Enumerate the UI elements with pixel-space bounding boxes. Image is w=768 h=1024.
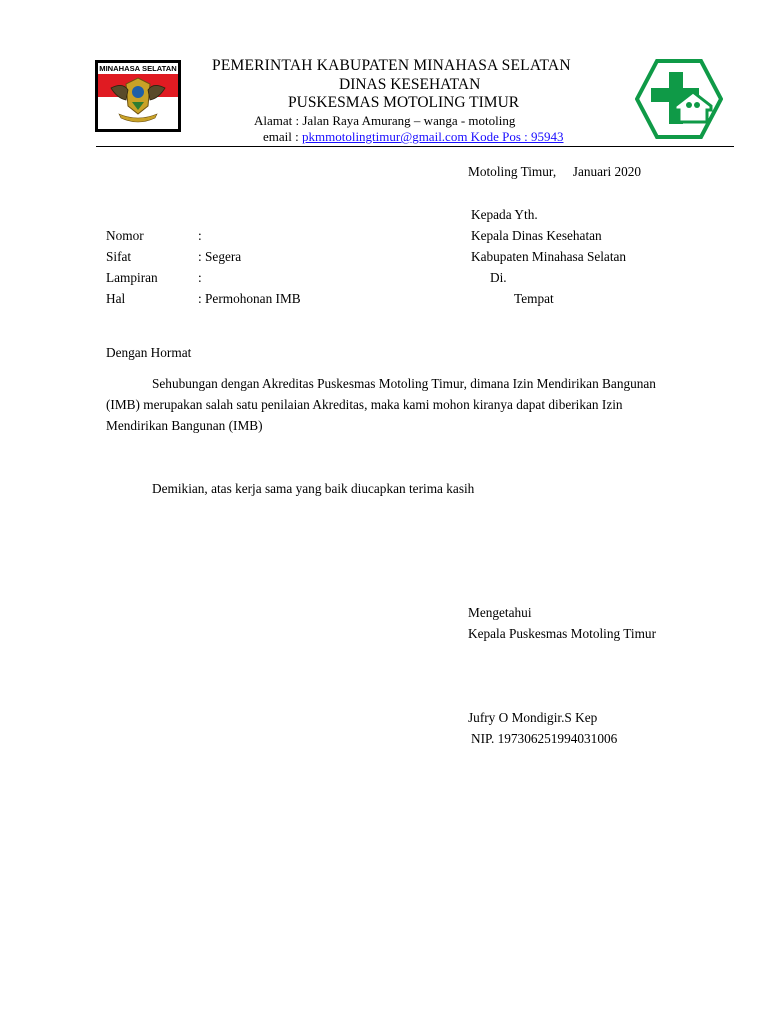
- header-clinic: PUSKESMAS MOTOLING TIMUR: [288, 94, 520, 111]
- email-link[interactable]: pkmmotolingtimur@gmail.com Kode Pos : 95943: [302, 129, 564, 144]
- email-prefix: email :: [263, 129, 302, 144]
- meta-value-hal: : Permohonan IMB: [198, 291, 301, 306]
- recipient-line-1: Kepada Yth.: [471, 207, 538, 222]
- meta-value-sifat: : Segera: [198, 249, 242, 264]
- signature-name: Jufry O Mondigir.S Kep: [468, 710, 598, 725]
- place-date: Motoling Timur, Januari 2020: [468, 164, 642, 179]
- meta-label-nomor: Nomor: [106, 228, 144, 243]
- puskesmas-logo: [635, 58, 723, 140]
- closing-sentence: Demikian, atas kerja sama yang baik diucapkan terima kasih: [152, 481, 475, 496]
- meta-value-lampiran: :: [198, 270, 202, 285]
- header-government: PEMERINTAH KABUPATEN MINAHASA SELATAN: [212, 57, 571, 74]
- meta-label-sifat: Sifat: [106, 249, 132, 264]
- meta-label-lampiran: Lampiran: [106, 270, 158, 285]
- header-department: DINAS KESEHATAN: [339, 76, 481, 93]
- signature-acknowledge: Mengetahui: [468, 605, 532, 620]
- signature-title: Kepala Puskesmas Motoling Timur: [468, 626, 657, 641]
- recipient-line-4: Di.: [490, 270, 507, 285]
- minahasa-selatan-logo: [95, 60, 181, 132]
- meta-label-hal: Hal: [106, 291, 126, 306]
- body-paragraph-line-3: Mendirikan Bangunan (IMB): [106, 418, 263, 433]
- header-address: Alamat : Jalan Raya Amurang – wanga - motoling: [254, 113, 516, 128]
- recipient-line-3: Kabupaten Minahasa Selatan: [471, 249, 627, 264]
- recipient-line-5: Tempat: [514, 291, 554, 306]
- logo-left-label: MINAHASA SELATAN: [99, 64, 177, 73]
- meta-value-nomor: :: [198, 228, 202, 243]
- body-paragraph-line-2: (IMB) merupakan salah satu penilaian Akreditas, maka kami mohon kiranya dapat diberikan Izin: [106, 397, 623, 412]
- header-email-line: [263, 129, 564, 145]
- recipient-line-2: Kepala Dinas Kesehatan: [471, 228, 602, 243]
- greeting: Dengan Hormat: [106, 345, 192, 360]
- signature-nip: NIP. 197306251994031006: [471, 731, 618, 746]
- body-paragraph-line-1: Sehubungan dengan Akreditas Puskesmas Motoling Timur, dimana Izin Mendirikan Bangunan: [152, 376, 656, 391]
- header-divider: [96, 146, 734, 147]
